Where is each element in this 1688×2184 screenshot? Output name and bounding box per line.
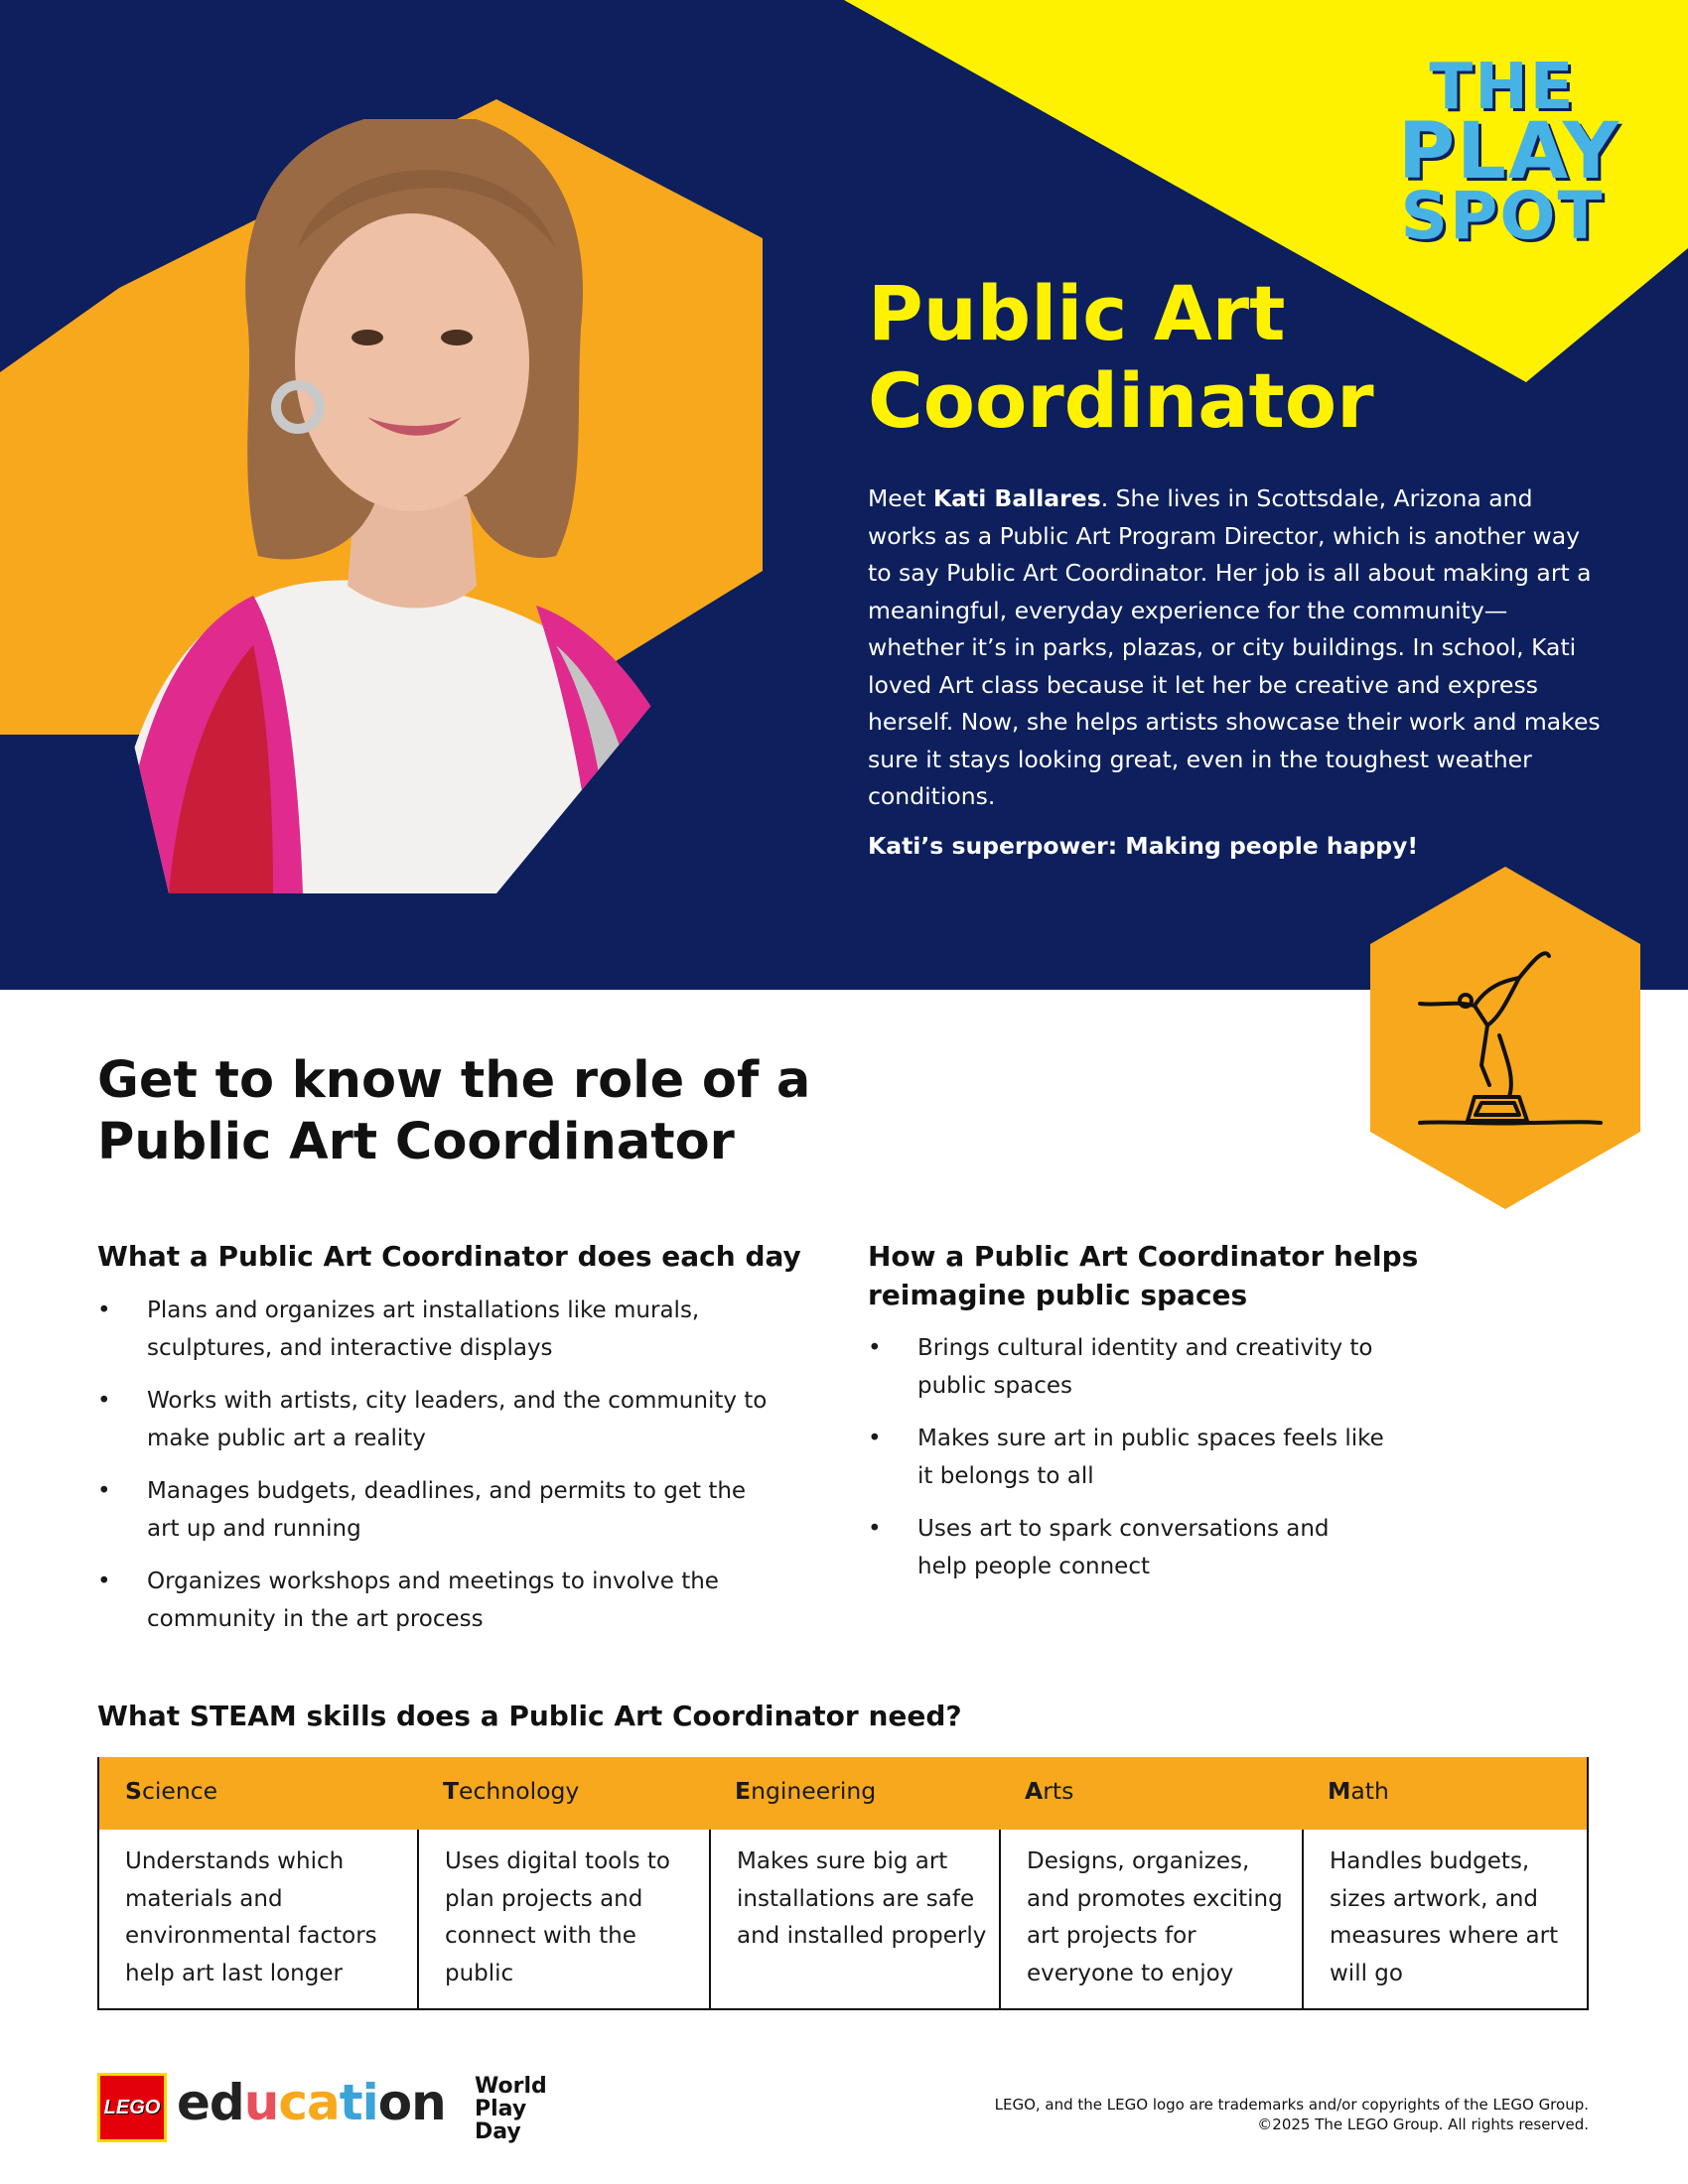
intro-text: . She lives in Scottsdale, Arizona and works as a Public Art Program Director, which is another way to say Public Art Coordinator. Her job is all about making art a meaningful, everyday experience for the community—whether it’s in parks, plazas, or city buildings. In school, Kati loved Art class because it let her be creative and express herself. Now, she helps artists showcase their work and makes sure it stays looking great, even in the toughest weather conditions. (868, 484, 1601, 810)
wpd-line: Play (475, 2097, 527, 2121)
steam-column-science (99, 1757, 417, 2008)
edu-part: ca (278, 2074, 340, 2131)
statue-icon (1370, 867, 1640, 1209)
daily-tasks-heading: What a Public Art Coordinator does each day (97, 1240, 801, 1273)
steam-column-text: Uses digital tools to plan projects and connect with the public (417, 1830, 709, 2008)
section-title (97, 1050, 991, 1173)
list-item-text: Brings cultural identity and creativity to public spaces (917, 1335, 1373, 1399)
list-item (97, 1383, 773, 1457)
portrait-photo (0, 0, 765, 990)
list-item (868, 1421, 1384, 1495)
legal-line-1: LEGO, and the LEGO logo are trademarks and/or copyrights of the LEGO Group. (994, 2096, 1589, 2114)
steam-column-text: Makes sure big art installations are safe and installed properly (709, 1830, 999, 2008)
edu-part: ti (339, 2074, 378, 2131)
steam-initial: S (125, 1777, 142, 1805)
list-item (97, 1564, 773, 1638)
bullet-icon: • (868, 1426, 882, 1451)
list-item-text: Uses art to spark conversations and help people connect (917, 1516, 1330, 1579)
bullet-icon: • (97, 1297, 111, 1323)
logo-line-spot: SPOT (1400, 177, 1605, 254)
intro-prefix: Meet (868, 484, 933, 512)
steam-skills-table (97, 1757, 1589, 2010)
edu-part: on (377, 2074, 446, 2131)
list-item (868, 1330, 1384, 1405)
steam-label: cience (141, 1777, 218, 1805)
edu-part: ed (177, 2074, 244, 2131)
logo-line-play: PLAY (1398, 106, 1621, 197)
steam-column-text: Designs, organizes, and promotes exciting art projects for everyone to enjoy (999, 1830, 1302, 2008)
steam-column-math (1302, 1757, 1587, 2008)
section-title-line-2: Public Art Coordinator (97, 1113, 735, 1171)
page-title (868, 270, 1563, 445)
intro-paragraph (868, 480, 1603, 816)
public-spaces-heading: How a Public Art Coordinator helps reimagine public spaces (868, 1240, 1419, 1311)
steam-column-technology (417, 1757, 709, 2008)
steam-label: rts (1043, 1777, 1074, 1805)
steam-column-header (1302, 1757, 1587, 1830)
bullet-icon: • (868, 1516, 882, 1542)
section-title-line-1: Get to know the role of a (97, 1051, 811, 1110)
steam-label: echnology (459, 1777, 580, 1805)
bullet-icon: • (97, 1478, 111, 1504)
list-item-text: Works with artists, city leaders, and the community to make public art a reality (147, 1388, 768, 1451)
steam-initial: E (735, 1777, 752, 1805)
list-item-text: Manages budgets, deadlines, and permits to get the art up and running (147, 1478, 747, 1542)
steam-column-engineering (709, 1757, 999, 2008)
list-item (97, 1293, 773, 1367)
edu-part: u (243, 2074, 279, 2131)
hero-banner (0, 0, 1688, 990)
logo-line-the: THE (1429, 51, 1576, 124)
legal-line-2: ©2025 The LEGO Group. All rights reserved. (1257, 2116, 1589, 2133)
education-logo (177, 2073, 446, 2132)
list-item (868, 1511, 1384, 1585)
title-line-2: Coordinator (868, 356, 1374, 445)
public-spaces-list (868, 1330, 1384, 1601)
list-item-text: Plans and organizes art installations like murals, sculptures, and interactive displays (147, 1297, 700, 1361)
steam-column-text: Understands which materials and environmental factors help art last longer (125, 1848, 377, 1986)
the-play-spot-logo (1398, 51, 1621, 254)
list-item (97, 1473, 773, 1548)
steam-label: ath (1350, 1777, 1389, 1805)
wpd-line: Day (475, 2119, 521, 2144)
superpower-text: Kati’s superpower: Making people happy! (868, 832, 1419, 860)
list-item-text: Organizes workshops and meetings to involve the community in the art process (147, 1569, 719, 1632)
steam-initial: A (1025, 1777, 1044, 1805)
intro-name: Kati Ballares (932, 484, 1101, 512)
steam-heading: What STEAM skills does a Public Art Coordinator need? (97, 1700, 962, 1732)
bullet-icon: • (97, 1569, 111, 1594)
bullet-icon: • (97, 1388, 111, 1414)
bullet-icon: • (868, 1335, 882, 1361)
wpd-line: World (475, 2074, 547, 2099)
steam-column-arts (999, 1757, 1302, 2008)
steam-initial: T (443, 1777, 460, 1805)
title-line-1: Public Art (868, 269, 1286, 357)
steam-column-header (999, 1757, 1302, 1830)
steam-column-text: Handles budgets, sizes artwork, and measures where art will go (1302, 1830, 1587, 2008)
steam-column-header (417, 1757, 709, 1830)
steam-label: ngineering (751, 1777, 877, 1805)
steam-column-header (709, 1757, 999, 1830)
legal-notice (894, 2095, 1589, 2134)
lego-logo: LEGO (97, 2073, 167, 2142)
list-item-text: Makes sure art in public spaces feels like it belongs to all (917, 1426, 1384, 1489)
steam-column-header (99, 1757, 417, 1830)
steam-initial: M (1328, 1777, 1351, 1805)
world-play-day-logo (475, 2075, 564, 2143)
daily-tasks-list (97, 1293, 773, 1654)
